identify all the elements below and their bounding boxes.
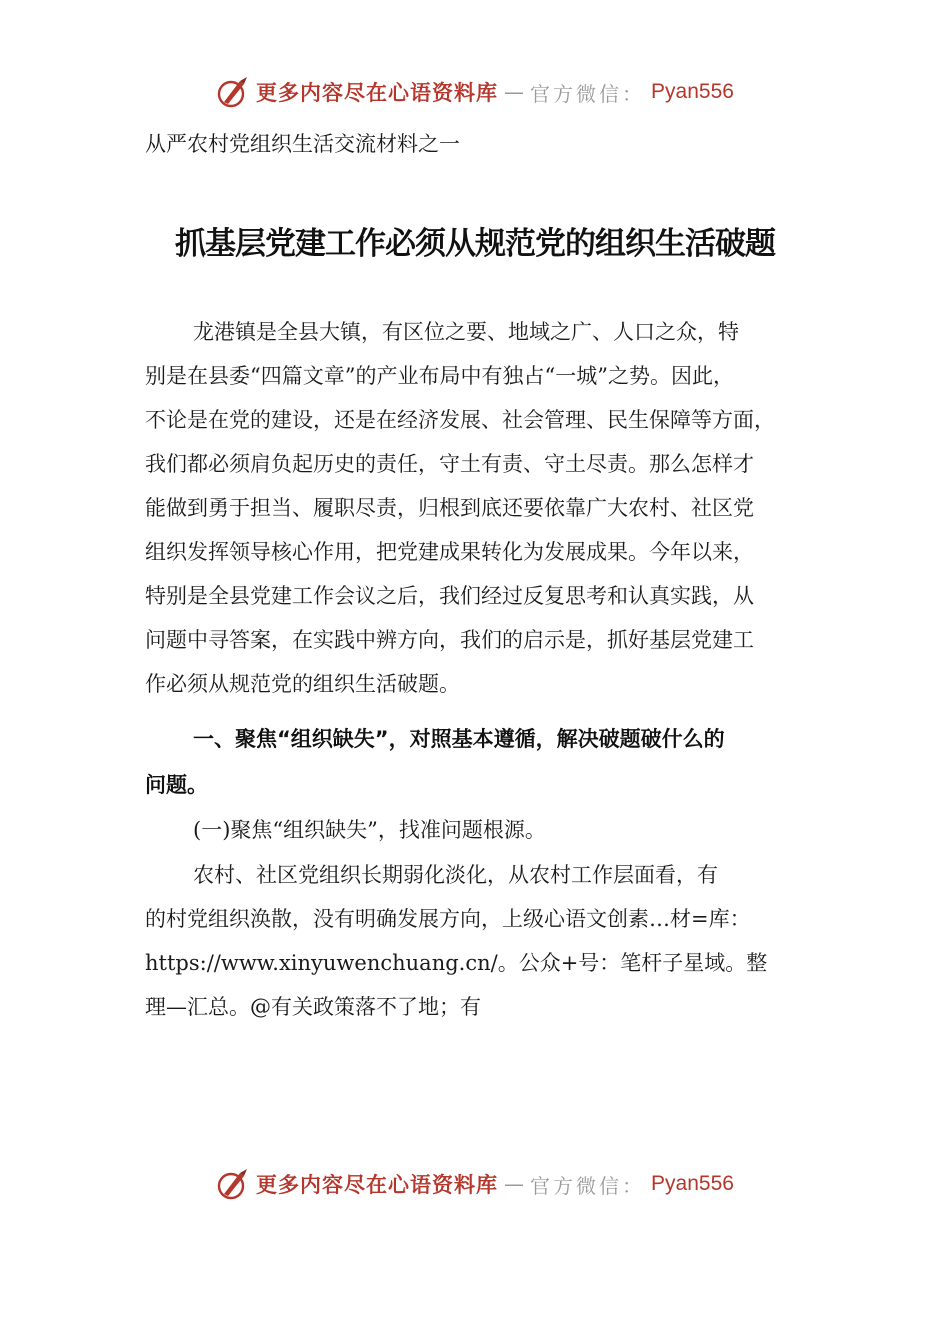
- subsection-line: (一)聚焦“组织缺失”，找准问题根源。: [193, 818, 546, 842]
- banner-wechat-id: Pyan556: [651, 1172, 734, 1195]
- document-title: 抓基层党建工作必须从规范党的组织生活破题: [175, 226, 775, 262]
- paragraph-line: 理—汇总。@有关政策落不了地；有: [145, 995, 481, 1019]
- paragraph-intro: [145, 310, 835, 706]
- paragraph-line: 农村、社区党组织长期弱化淡化，从农村工作层面看，有: [193, 863, 718, 887]
- paragraph-line: 的村党组织涣散，没有明确发展方向，上级心语文创素…材=库：: [145, 907, 751, 931]
- heading-line: 问题。: [145, 773, 208, 797]
- banner-wechat-label: 官方微信：: [530, 1173, 646, 1198]
- quill-pen-logo-icon: [216, 1167, 250, 1201]
- document-subtitle: 从严农村党组织生活交流材料之一: [145, 132, 460, 156]
- paragraph-line: 问题中寻答案，在实践中辨方向，我们的启示是，抓好基层党建工: [145, 628, 754, 652]
- paragraph-line: 能做到勇于担当、履职尽责，归根到底还要依靠广大农村、社区党: [145, 496, 754, 520]
- paragraph-line: 组织发挥领导核心作用，把党建成果转化为发展成果。今年以来，: [145, 540, 754, 564]
- paragraph-line: 不论是在党的建设，还是在经济发展、社会管理、民生保障等方面，: [145, 408, 775, 432]
- paragraph-line: 别是在县委“四篇文章”的产业布局中有独占“一城”之势。因此，: [145, 364, 734, 388]
- banner-wechat-label: 官方微信：: [530, 81, 646, 106]
- banner-brand-text: 更多内容尽在心语资料库: [256, 1172, 499, 1197]
- banner-wechat-id: Pyan556: [651, 80, 734, 103]
- paragraph-line: 作必须从规范党的组织生活破题。: [145, 672, 460, 696]
- paragraph-line: 我们都必须肩负起历史的责任，守土有责、守土尽责。那么怎样才: [145, 452, 754, 476]
- banner-brand-text: 更多内容尽在心语资料库: [256, 80, 499, 105]
- banner-dash: —: [504, 80, 525, 104]
- subsection-heading-1: [145, 808, 835, 852]
- heading-line: 一、聚焦“组织缺失”，对照基本遵循，解决破题破什么的: [193, 727, 725, 751]
- header-banner: [0, 72, 950, 112]
- footer-banner: [0, 1164, 950, 1204]
- quill-pen-logo-icon: [216, 75, 250, 109]
- section-heading-1: [145, 716, 835, 808]
- paragraph-rural: [145, 853, 835, 1029]
- paragraph-line: 特别是全县党建工作会议之后，我们经过反复思考和认真实践，从: [145, 584, 754, 608]
- banner-dash: —: [504, 1172, 525, 1196]
- paragraph-line: 龙港镇是全县大镇，有区位之要、地域之广、人口之众，特: [193, 320, 739, 344]
- paragraph-line: https://www.xinyuwenchuang.cn/。公众+号：笔杆子星域。整: [145, 951, 768, 975]
